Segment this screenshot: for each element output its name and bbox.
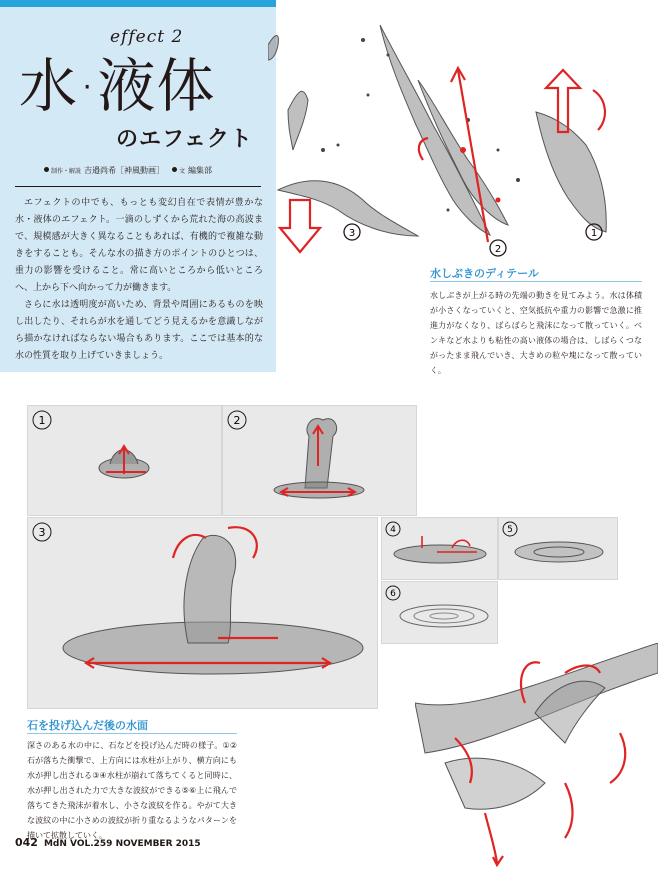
- top-panel-number-1: 1: [590, 228, 598, 239]
- sketch-panel-5: [498, 517, 618, 580]
- splash-sketches: [268, 0, 658, 262]
- sketch-panel-2: [222, 405, 417, 516]
- stone-section-heading: 石を投げ込んだ後の水面: [27, 719, 148, 732]
- top-panel-number-3: 3: [348, 228, 356, 239]
- bullet-icon: [44, 167, 49, 172]
- intro-paragraph-2: さらに水は透明度が高いため、背景や周囲にあるものを映し出したり、それらが水を通してどう見えるかを意識しながら描かなければならない場合もあります。ここでは基本的な水の性質を取り上げていきましょう。: [15, 300, 263, 361]
- stone-section-body: 深さのある水の中に、石などを投げ込んだ時の様子。①②石が落ちた衝撃で、上方向には水柱が上がり、横方向にも水が押し出される③④水柱が崩れて落ちてくると同時に、水が押し出された力で大きな波紋ができる⑤⑥上に飛んで落ちてきた飛沫が着水し、小さな波紋を作る。やがて大きな波紋の中に小さめの波紋が折り重なるようなパターンを描いて拡散していく。: [27, 741, 237, 840]
- panel-number-6: 6: [390, 589, 396, 599]
- page-number: 042: [15, 836, 38, 849]
- credit-person-1: 吉邉尚希［神風動画］: [84, 166, 165, 175]
- top-panel-number-2: 2: [494, 244, 502, 255]
- sketch-panel-3: [27, 517, 378, 709]
- sketch-panel-1: [27, 405, 222, 516]
- splash-sketch-area: [268, 0, 658, 262]
- panel-number-4: 4: [390, 525, 396, 535]
- divider: [15, 186, 261, 187]
- panel-number-5: 5: [507, 525, 513, 535]
- bullet-icon: [172, 167, 177, 172]
- issue-info: MdN VOL.259 NOVEMBER 2015: [43, 839, 201, 849]
- page-footer: [15, 836, 201, 849]
- intro-paragraph-1: エフェクトの中でも、もっとも変幻自在で表情が豊かな水・液体のエフェクト。一滴のしずくから荒れた海の高波まで、規模感が大きく異なることもあれば、有機的で複雑な動きをすることも。そんな水の描き方のポイントのひとつは、重力の影響を受けること。常に高いところから低いところへ、上から下へ向かって力が働きます。: [15, 198, 263, 293]
- sketch-panel-6-drawing: [382, 582, 497, 643]
- splash-section-body: 水しぶきが上がる時の先端の動きを見てみよう。水は体積が小さくなっていくと、空気抵抗や重力の影響で急激に推進力がなくなり、ばらばらと飛沫になって散っていく。ベンキなど水よりも粘性の高い液体の場合は、しばらくつながったまま飛んでいき、大きめの粒や塊になって散っていく。: [430, 291, 642, 375]
- intro-text: [15, 195, 263, 365]
- header-accent-bar: [0, 0, 276, 7]
- credit-role-1: 制作・解説: [51, 168, 82, 175]
- wave-sketch-area: [415, 643, 658, 867]
- panel-number-3: 3: [38, 526, 46, 539]
- sketch-panel-6: [381, 581, 498, 644]
- credit-role-2: 文: [179, 168, 186, 175]
- wave-sketch: [415, 643, 658, 867]
- sketch-panel-5-drawing: [499, 518, 617, 579]
- sketch-panel-3-drawing: [28, 518, 377, 708]
- stone-section-rule: [27, 733, 237, 734]
- sketch-panel-2-drawing: [223, 406, 416, 515]
- panel-number-1: 1: [38, 414, 46, 427]
- effect-label: effect 2: [110, 27, 184, 47]
- page-subtitle: のエフェクト: [116, 127, 253, 152]
- panel-number-2: 2: [233, 414, 241, 427]
- credit-person-2: 編集部: [188, 166, 213, 175]
- splash-section-heading: 水しぶきのディテール: [430, 267, 539, 280]
- page-title: 水·液体: [19, 52, 216, 120]
- splash-section-rule: [430, 281, 642, 282]
- sketch-panel-4: [381, 517, 498, 580]
- credits: [44, 165, 212, 176]
- sketch-panel-1-drawing: [28, 406, 221, 515]
- sketch-panel-4-drawing: [382, 518, 497, 579]
